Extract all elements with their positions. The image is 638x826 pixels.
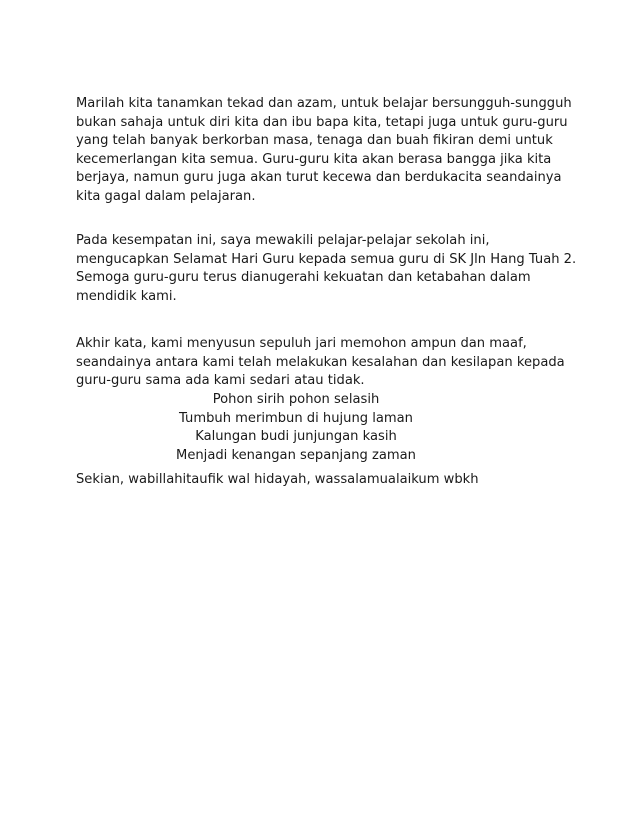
poem-line: Pohon sirih pohon selasih [212,392,380,407]
paragraph-line: Marilah kita tanamkan tekad dan azam, untuk belajar bersungguh-sungguh [76,96,572,111]
paragraph-line: guru-guru sama ada kami sedari atau tidak. [76,373,365,389]
paragraph-line: Akhir kata, kami menyusun sepuluh jari memohon ampun dan maaf, [76,336,527,351]
paragraph-1 [76,95,572,207]
poem-line: Kalungan budi junjungan kasih [195,429,397,445]
paragraph-line: seandainya antara kami telah melakukan kesalahan dan kesilapan kepada [76,354,565,370]
paragraph-line: mendidik kami. [76,288,177,304]
paragraph-line: Pada kesempatan ini, saya mewakili pelajar-pelajar sekolah ini, [76,233,490,248]
closing-line: Sekian, wabillahitaufik wal hidayah, wassalamualaikum wbkh [76,472,479,487]
paragraph-line: kita gagal dalam pelajaran. [76,188,256,204]
paragraph-line: berjaya, namun guru juga akan turut kecewa dan berdukacita seandainya [76,170,562,186]
poem-line: Menjadi kenangan sepanjang zaman [176,447,416,463]
pantun-verse [76,391,516,465]
paragraph-line: mengucapkan Selamat Hari Guru kepada semua guru di SK Jln Hang Tuah 2. [76,251,577,267]
paragraph-line: Semoga guru-guru terus dianugerahi kekuatan dan ketabahan dalam [76,270,531,286]
paragraph-line: bukan sahaja untuk diri kita dan ibu bapa kita, tetapi juga untuk guru-guru [76,114,568,130]
paragraph-line: kecemerlangan kita semua. Guru-guru kita akan berasa bangga jika kita [76,151,552,167]
paragraph-3 [76,335,565,391]
paragraph-line: yang telah banyak berkorban masa, tenaga dan buah fikiran demi untuk [76,133,553,149]
paragraph-2 [76,232,576,306]
poem-line: Tumbuh merimbun di hujung laman [179,410,413,426]
